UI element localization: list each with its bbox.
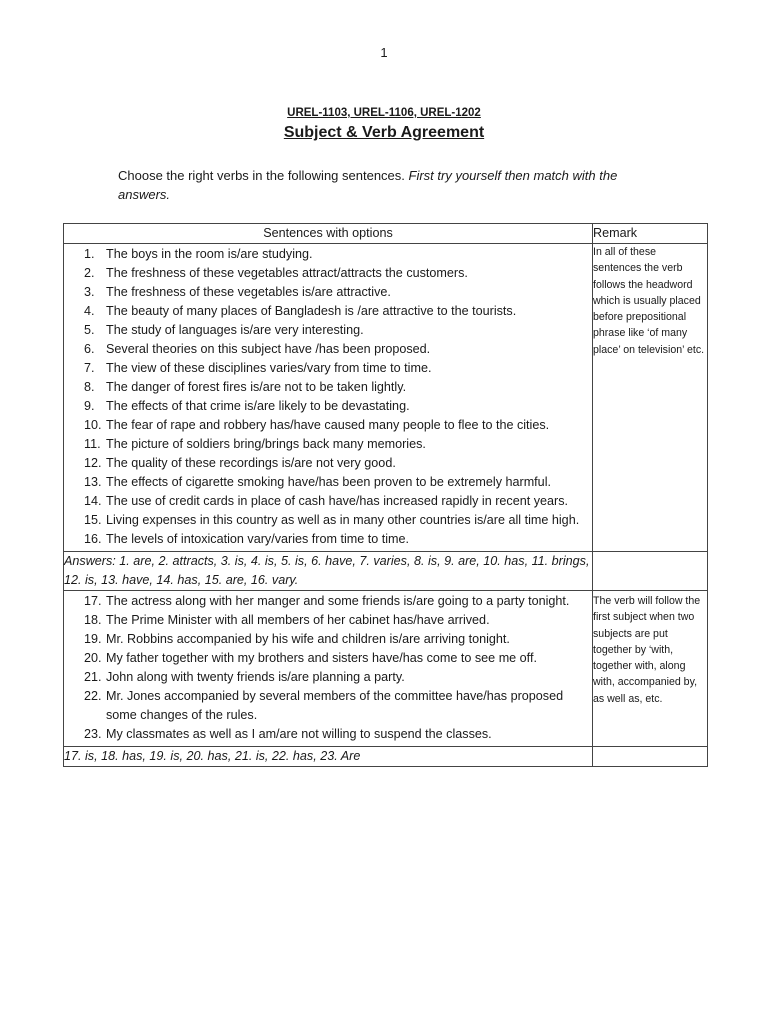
item-text: John along with twenty friends is/are planning a party. bbox=[106, 670, 405, 684]
section-1-list bbox=[64, 244, 592, 551]
item-number: 13. bbox=[84, 475, 102, 489]
list-item bbox=[84, 416, 586, 435]
item-number: 4. bbox=[84, 304, 95, 318]
list-item bbox=[84, 435, 586, 454]
section-2-row bbox=[64, 591, 708, 747]
list-item bbox=[84, 687, 586, 725]
item-number: 19. bbox=[84, 632, 102, 646]
list-item bbox=[84, 359, 586, 378]
item-text: My father together with my brothers and sisters have/has come to see me off. bbox=[106, 651, 537, 665]
item-text: The freshness of these vegetables attract/attracts the customers. bbox=[106, 266, 468, 280]
item-number: 14. bbox=[84, 494, 102, 508]
item-number: 10. bbox=[84, 418, 102, 432]
page-number: 1 bbox=[380, 45, 388, 60]
item-text: Several theories on this subject have /has been proposed. bbox=[106, 342, 431, 356]
item-number: 2. bbox=[84, 266, 95, 280]
instruction-italic: First try yourself then match with the answers. bbox=[118, 168, 618, 202]
section-1-row bbox=[64, 244, 708, 552]
item-text: The levels of intoxication vary/varies from time to time. bbox=[106, 532, 410, 546]
item-number: 9. bbox=[84, 399, 95, 413]
list-item bbox=[84, 492, 586, 511]
item-text: The actress along with her manger and some friends is/are going to a party tonight. bbox=[106, 594, 570, 608]
list-item bbox=[84, 321, 586, 340]
item-number: 11. bbox=[84, 437, 101, 451]
section-2-answers-row bbox=[64, 747, 708, 767]
list-item bbox=[84, 283, 586, 302]
item-number: 6. bbox=[84, 342, 95, 356]
item-text: The picture of soldiers bring/brings back many memories. bbox=[106, 437, 426, 451]
item-number: 12. bbox=[84, 456, 102, 470]
section-2-answers-remark-cell bbox=[593, 747, 708, 767]
item-text: The fear of rape and robbery has/have caused many people to flee to the cities. bbox=[106, 418, 550, 432]
header-row bbox=[64, 224, 708, 244]
header-sentences: Sentences with options bbox=[64, 224, 593, 244]
section-2-list bbox=[64, 591, 592, 746]
list-item bbox=[84, 378, 586, 397]
item-number: 16. bbox=[84, 532, 102, 546]
list-item bbox=[84, 397, 586, 416]
list-item bbox=[84, 649, 586, 668]
item-text: My classmates as well as I am/are not willing to suspend the classes. bbox=[106, 727, 492, 741]
item-number: 20. bbox=[84, 651, 102, 665]
item-number: 21. bbox=[84, 670, 102, 684]
course-codes-text: UREL-1103, UREL-1106, UREL-1202 bbox=[287, 107, 481, 119]
section-2-answers: 17. is, 18. has, 19. is, 20. has, 21. is, 22. has, 23. Are bbox=[64, 747, 593, 767]
item-number: 1. bbox=[84, 247, 95, 261]
item-text: Mr. Robbins accompanied by his wife and children is/are arriving tonight. bbox=[106, 632, 510, 646]
item-number: 7. bbox=[84, 361, 95, 375]
item-text: The effects of that crime is/are likely to be devastating. bbox=[106, 399, 410, 413]
instruction-plain: Choose the right verbs in the following sentences. bbox=[118, 168, 409, 183]
list-item bbox=[84, 668, 586, 687]
page-title bbox=[0, 124, 768, 142]
item-text: The effects of cigarette smoking have/has been proven to be extremely harmful. bbox=[106, 475, 551, 489]
list-item bbox=[84, 473, 586, 492]
list-item bbox=[84, 245, 586, 264]
item-text: The view of these disciplines varies/vary from time to time. bbox=[106, 361, 432, 375]
list-item bbox=[84, 725, 586, 744]
item-text: The danger of forest fires is/are not to be taken lightly. bbox=[106, 380, 407, 394]
section-2-remark: The verb will follow the first subject when two subjects are put together by ‘with, together with, along with, accompanied by, as well as, etc. bbox=[593, 591, 708, 747]
item-text: The freshness of these vegetables is/are attractive. bbox=[106, 285, 391, 299]
item-text: The beauty of many places of Bangladesh is /are attractive to the tourists. bbox=[106, 304, 517, 318]
item-text: Mr. Jones accompanied by several members of the committee have/has proposed some changes of the rules. bbox=[106, 689, 564, 722]
item-number: 18. bbox=[84, 613, 102, 627]
section-1-remark: In all of these sentences the verb follows the headword which is usually placed before prepositional phrase like ‘of many place’ on television’ etc. bbox=[593, 244, 708, 552]
item-number: 15. bbox=[84, 513, 102, 527]
item-text: The study of languages is/are very interesting. bbox=[106, 323, 364, 337]
item-number: 17. bbox=[84, 594, 102, 608]
item-text: The boys in the room is/are studying. bbox=[106, 247, 313, 261]
item-number: 5. bbox=[84, 323, 95, 337]
item-number: 8. bbox=[84, 380, 95, 394]
section-1-answers-remark-cell bbox=[593, 552, 708, 591]
instruction bbox=[118, 166, 658, 204]
list-item bbox=[84, 454, 586, 473]
page-title-text: Subject & Verb Agreement bbox=[283, 124, 485, 141]
list-item bbox=[84, 511, 586, 530]
list-item bbox=[84, 592, 586, 611]
item-number: 23. bbox=[84, 727, 102, 741]
exercise-table bbox=[63, 223, 708, 767]
section-1-sentences bbox=[64, 244, 593, 552]
list-item bbox=[84, 530, 586, 549]
item-number: 22. bbox=[84, 689, 102, 703]
list-item bbox=[84, 302, 586, 321]
section-2-sentences bbox=[64, 591, 593, 747]
item-text: Living expenses in this country as well as in many other countries is/are all time high. bbox=[106, 513, 580, 527]
section-1-answers: Answers: 1. are, 2. attracts, 3. is, 4. is, 5. is, 6. have, 7. varies, 8. is, 9. are, 10. has, 11. brings, 12. is, 13. have, 14. has, 15. are, 16. vary. bbox=[64, 552, 593, 591]
list-item bbox=[84, 264, 586, 283]
list-item bbox=[84, 340, 586, 359]
item-text: The Prime Minister with all members of her cabinet has/have arrived. bbox=[106, 613, 490, 627]
item-number: 3. bbox=[84, 285, 95, 299]
header-remark: Remark bbox=[593, 224, 708, 244]
section-1-answers-row bbox=[64, 552, 708, 591]
item-text: The use of credit cards in place of cash have/has increased rapidly in recent years. bbox=[106, 494, 569, 508]
item-text: The quality of these recordings is/are not very good. bbox=[106, 456, 396, 470]
list-item bbox=[84, 630, 586, 649]
course-codes bbox=[0, 107, 768, 119]
list-item bbox=[84, 611, 586, 630]
